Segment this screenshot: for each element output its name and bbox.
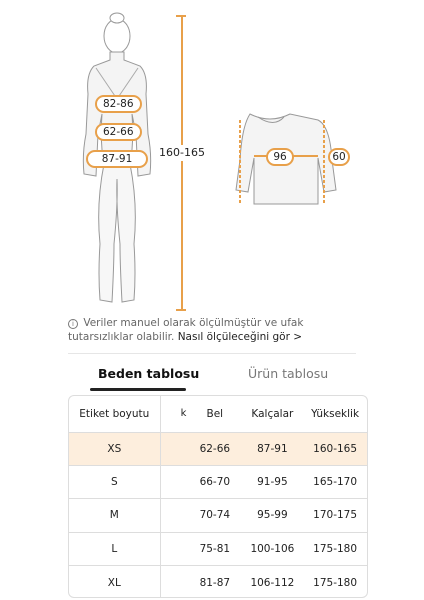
shirt-length-measurement: 60 bbox=[328, 148, 350, 166]
cell-yukseklik: 170-175 bbox=[303, 499, 367, 532]
cell-bel: 66-70 bbox=[188, 465, 241, 498]
info-icon: i bbox=[68, 319, 78, 329]
how-to-measure-link[interactable]: Nasıl ölçüleceğini gör > bbox=[177, 331, 303, 343]
cell-yukseklik: 175-180 bbox=[303, 566, 367, 598]
cell-kalcalar: 100-106 bbox=[242, 532, 304, 565]
cell-kalcalar: 95-99 bbox=[242, 499, 304, 532]
bust-measurement: 82-86 bbox=[95, 95, 142, 113]
divider bbox=[68, 353, 356, 354]
cell-kalcalar: 106-112 bbox=[242, 566, 304, 598]
cell-gap bbox=[160, 432, 188, 465]
table-row bbox=[69, 566, 367, 598]
shirt-chest-measurement: 96 bbox=[266, 148, 294, 166]
cell-yukseklik: 160-165 bbox=[303, 432, 367, 465]
cell-size: M bbox=[69, 499, 160, 532]
cell-gap bbox=[160, 499, 188, 532]
cell-size: L bbox=[69, 532, 160, 565]
cell-kalcalar: 91-95 bbox=[242, 465, 304, 498]
cell-gap bbox=[160, 532, 188, 565]
cell-yukseklik: 165-170 bbox=[303, 465, 367, 498]
size-table bbox=[68, 395, 368, 598]
cell-kalcalar: 87-91 bbox=[242, 432, 304, 465]
tab-product-chart[interactable]: Ürün tablosu bbox=[248, 366, 329, 381]
header-kalcalar: Kalçalar bbox=[251, 407, 294, 420]
cell-size: S bbox=[69, 465, 160, 498]
note-text: Veriler manuel olarak ölçülmüştür ve ufak tutarsızlıklar olabilir. bbox=[68, 317, 304, 343]
header-yukseklik: Yükseklik bbox=[311, 407, 360, 420]
cell-gap bbox=[160, 465, 188, 498]
tab-size-chart[interactable]: Beden tablosu bbox=[98, 366, 200, 381]
cell-bel: 70-74 bbox=[188, 499, 241, 532]
cell-bel: 75-81 bbox=[188, 532, 241, 565]
hips-measurement: 87-91 bbox=[86, 150, 148, 168]
header-clipped: k bbox=[160, 396, 188, 432]
cell-size: XL bbox=[69, 566, 160, 598]
height-measurement: 160-165 bbox=[154, 145, 210, 161]
cell-gap bbox=[160, 566, 188, 598]
table-row bbox=[69, 499, 367, 532]
measurement-note bbox=[68, 316, 368, 344]
header-bel: Bel bbox=[206, 407, 224, 420]
table-row bbox=[69, 465, 367, 498]
cell-size: XS bbox=[69, 432, 160, 465]
table-row bbox=[69, 432, 367, 465]
cell-bel: 81-87 bbox=[188, 566, 241, 598]
active-tab-indicator bbox=[90, 388, 186, 391]
chart-tabs bbox=[68, 362, 368, 392]
cell-bel: 62-66 bbox=[188, 432, 241, 465]
table-row bbox=[69, 532, 367, 565]
waist-measurement: 62-66 bbox=[95, 123, 142, 141]
header-label: Etiket boyutu bbox=[79, 407, 150, 420]
cell-yukseklik: 175-180 bbox=[303, 532, 367, 565]
